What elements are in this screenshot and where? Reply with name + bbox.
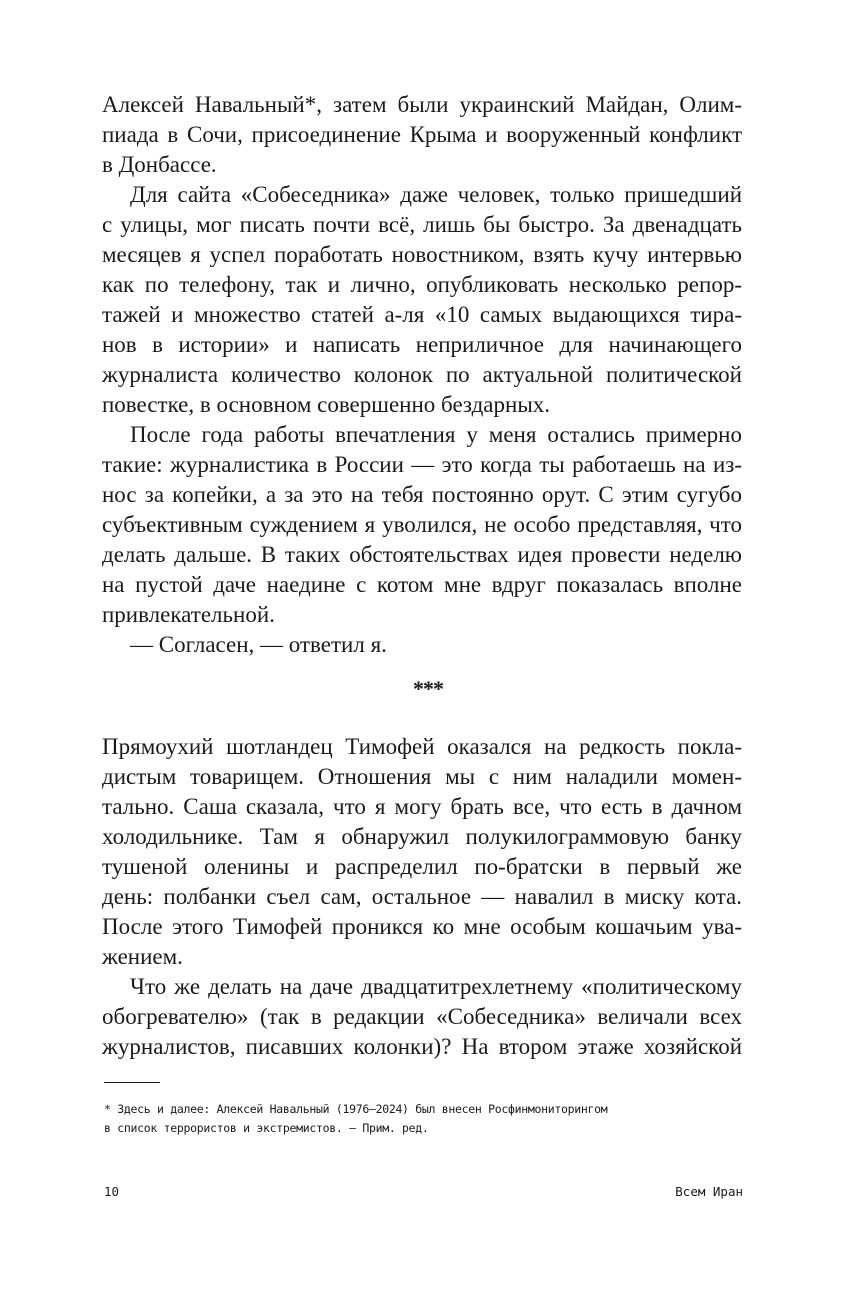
text-line: тажей и множество статей а-ля «10 самых выдающихся тира- [102, 302, 742, 327]
text-line: субъективным суждением я уволился, не особо представляя, что [102, 512, 742, 537]
text-line: в Донбассе. [102, 152, 217, 177]
text-line: тально. Саша сказала, что я могу брать все, что есть в дачном [102, 794, 742, 819]
text-line: После года работы впечатления у меня остались примерно [130, 422, 742, 447]
text-line: месяцев я успел поработать новостником, взять кучу интервью [102, 242, 742, 267]
text-line: нов в истории» и написать неприличное для начинающего [102, 332, 742, 357]
text-line: такие: журналистика в России — это когда ты работаешь на из- [102, 452, 742, 477]
text-line: журналиста количество колонок по актуальной политической [102, 362, 742, 387]
text-line: пиада в Сочи, присоединение Крыма и вооруженный конфликт [102, 122, 742, 147]
footnote-line: в список террористов и экстремистов. – Прим. ред. [104, 1121, 429, 1135]
dialogue-line: — Согласен, — ответил я. [130, 632, 387, 657]
text-line: Что же делать на даче двадцатитрехлетнему «политическому [130, 974, 742, 999]
section-separator: *** [413, 676, 443, 701]
text-line: Для сайта «Собеседника» даже человек, только пришедший [130, 182, 742, 207]
text-line: повестке, в основном совершенно бездарных. [102, 392, 551, 417]
footnote-divider [104, 1082, 160, 1083]
text-line: дистым товарищем. Отношения мы с ним наладили момен- [102, 764, 742, 789]
footnote-line: * Здесь и далее: Алексей Навальный (1976–2024) был внесен Росфинмониторингом [104, 1102, 608, 1116]
text-line: жением. [102, 944, 183, 969]
text-line: как по телефону, так и лично, опубликовать несколько репор- [102, 272, 742, 297]
text-line: привлекательной. [102, 602, 275, 627]
footnote [104, 1100, 724, 1138]
text-line: холодильнике. Там я обнаружил полукилограммовую банку [102, 824, 742, 849]
page-number: 10 [104, 1184, 120, 1199]
text-line: тушеной оленины и распределил по-братски в первый же [102, 854, 742, 879]
text-line: на пустой даче наедине с котом мне вдруг показалась вполне [102, 572, 742, 597]
text-line: После этого Тимофей проникся ко мне особым кошачьим ува- [102, 914, 742, 939]
text-line: обогревателю» (так в редакции «Собеседника» величали всех [102, 1004, 742, 1029]
text-line: нос за копейки, а за это на тебя постоянно орут. С этим сугубо [102, 482, 742, 507]
running-title: Всем Иран [675, 1184, 743, 1199]
body-text-top [102, 90, 742, 660]
text-line: день: полбанки съел сам, остальное — навалил в миску кота. [102, 884, 742, 909]
text-line: с улицы, мог писать почти всё, лишь бы быстро. За двенадцать [102, 212, 742, 237]
text-line: Алексей Навальный*, затем были украинский Майдан, Олим- [102, 92, 742, 117]
body-text-bottom [102, 732, 742, 1062]
text-line: Прямоухий шотландец Тимофей оказался на редкость покла- [102, 734, 742, 759]
text-line: делать дальше. В таких обстоятельствах идея провести неделю [102, 542, 742, 567]
text-line: журналистов, писавших колонки)? На втором этаже хозяйской [102, 1034, 742, 1059]
